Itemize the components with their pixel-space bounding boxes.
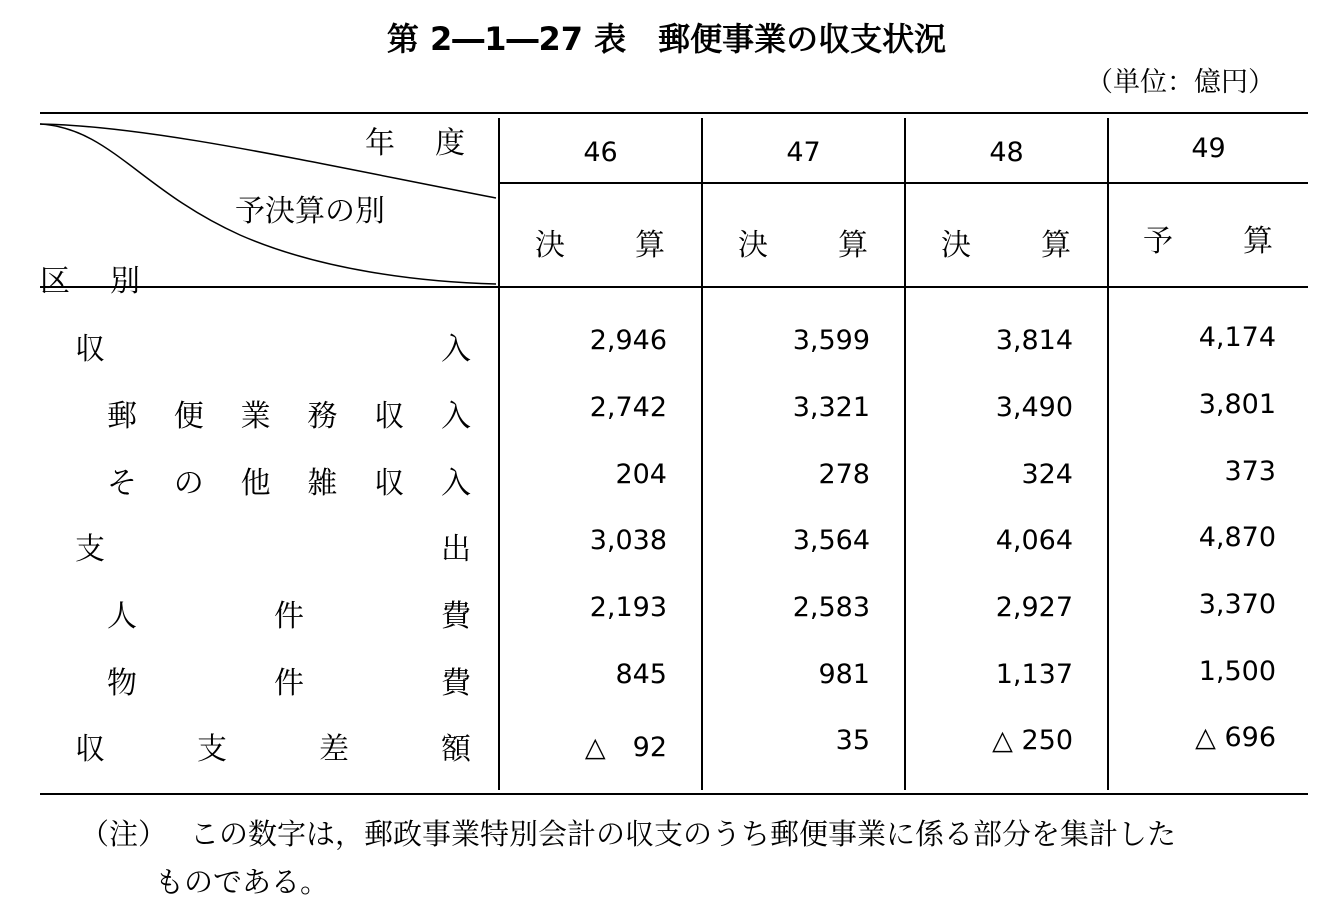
cell-misc-revenue-47: 278 [818, 459, 870, 490]
year-47: 47 [786, 137, 821, 168]
cell-material-cost-46: 845 [615, 659, 667, 690]
row-label-personnel-cost: 人 件 費 [107, 599, 471, 634]
bottom-rule [40, 793, 1308, 795]
header-kubetsu: 区 別 [40, 264, 140, 299]
row-label-revenue: 収 入 [75, 332, 471, 367]
cell-revenue-48: 3,814 [995, 325, 1073, 356]
cell-material-cost-49: 1,500 [1198, 656, 1276, 687]
col-divider-49 [1107, 118, 1109, 790]
row-label-material-cost: 物 件 費 [107, 666, 471, 701]
cell-postal-revenue-47: 3,321 [792, 392, 870, 423]
cell-postal-revenue-48: 3,490 [995, 392, 1073, 423]
cell-personnel-cost-49: 3,370 [1198, 589, 1276, 620]
cell-postal-revenue-46: 2,742 [589, 392, 667, 423]
budget-type-49: 予 算 [1143, 224, 1273, 259]
note-line-2: ものである。 [155, 865, 330, 899]
unit-label: （単位：億円） [1086, 67, 1275, 98]
table-title: 第 2―1―27 表 郵便事業の収支状況 [386, 20, 947, 58]
row-label-balance: 収 支 差 額 [75, 732, 471, 767]
cell-personnel-cost-46: 2,193 [589, 592, 667, 623]
cell-expenditure-49: 4,870 [1198, 522, 1276, 553]
cell-expenditure-46: 3,038 [589, 525, 667, 556]
note-line-1: この数字は，郵政事業特別会計の収支のうち郵便事業に係る部分を集計した [190, 817, 1177, 851]
cell-personnel-cost-48: 2,927 [995, 592, 1073, 623]
budget-type-48: 決 算 [941, 228, 1071, 263]
cell-expenditure-47: 3,564 [792, 525, 870, 556]
row-label-postal-revenue: 郵 便 業 務 収 入 [107, 399, 471, 434]
cell-balance-46: △ 92 [584, 732, 667, 763]
cell-material-cost-47: 981 [818, 659, 870, 690]
cell-revenue-49: 4,174 [1198, 322, 1276, 353]
year-48: 48 [989, 137, 1024, 168]
cell-balance-47: 35 [835, 725, 870, 756]
header-nendo: 年 度 [365, 126, 465, 161]
cell-personnel-cost-47: 2,583 [792, 592, 870, 623]
year-46: 46 [583, 137, 618, 168]
cell-balance-48: △ 250 [992, 725, 1073, 756]
budget-type-46: 決 算 [535, 228, 665, 263]
cell-revenue-46: 2,946 [589, 325, 667, 356]
cell-balance-49: △ 696 [1195, 722, 1276, 753]
cell-material-cost-48: 1,137 [995, 659, 1073, 690]
budget-type-47: 決 算 [738, 228, 868, 263]
row-label-misc-revenue: そ の 他 雑 収 入 [107, 466, 471, 501]
cell-misc-revenue-46: 204 [615, 459, 667, 490]
cell-postal-revenue-49: 3,801 [1198, 389, 1276, 420]
row-label-expenditure: 支 出 [75, 532, 471, 567]
cell-misc-revenue-48: 324 [1021, 459, 1073, 490]
cell-expenditure-48: 4,064 [995, 525, 1073, 556]
cell-misc-revenue-49: 373 [1224, 456, 1276, 487]
note-marker: （注） [80, 817, 168, 851]
cell-revenue-47: 3,599 [792, 325, 870, 356]
header-yoketsu: 予決算の別 [235, 194, 385, 229]
year-49: 49 [1191, 133, 1226, 164]
